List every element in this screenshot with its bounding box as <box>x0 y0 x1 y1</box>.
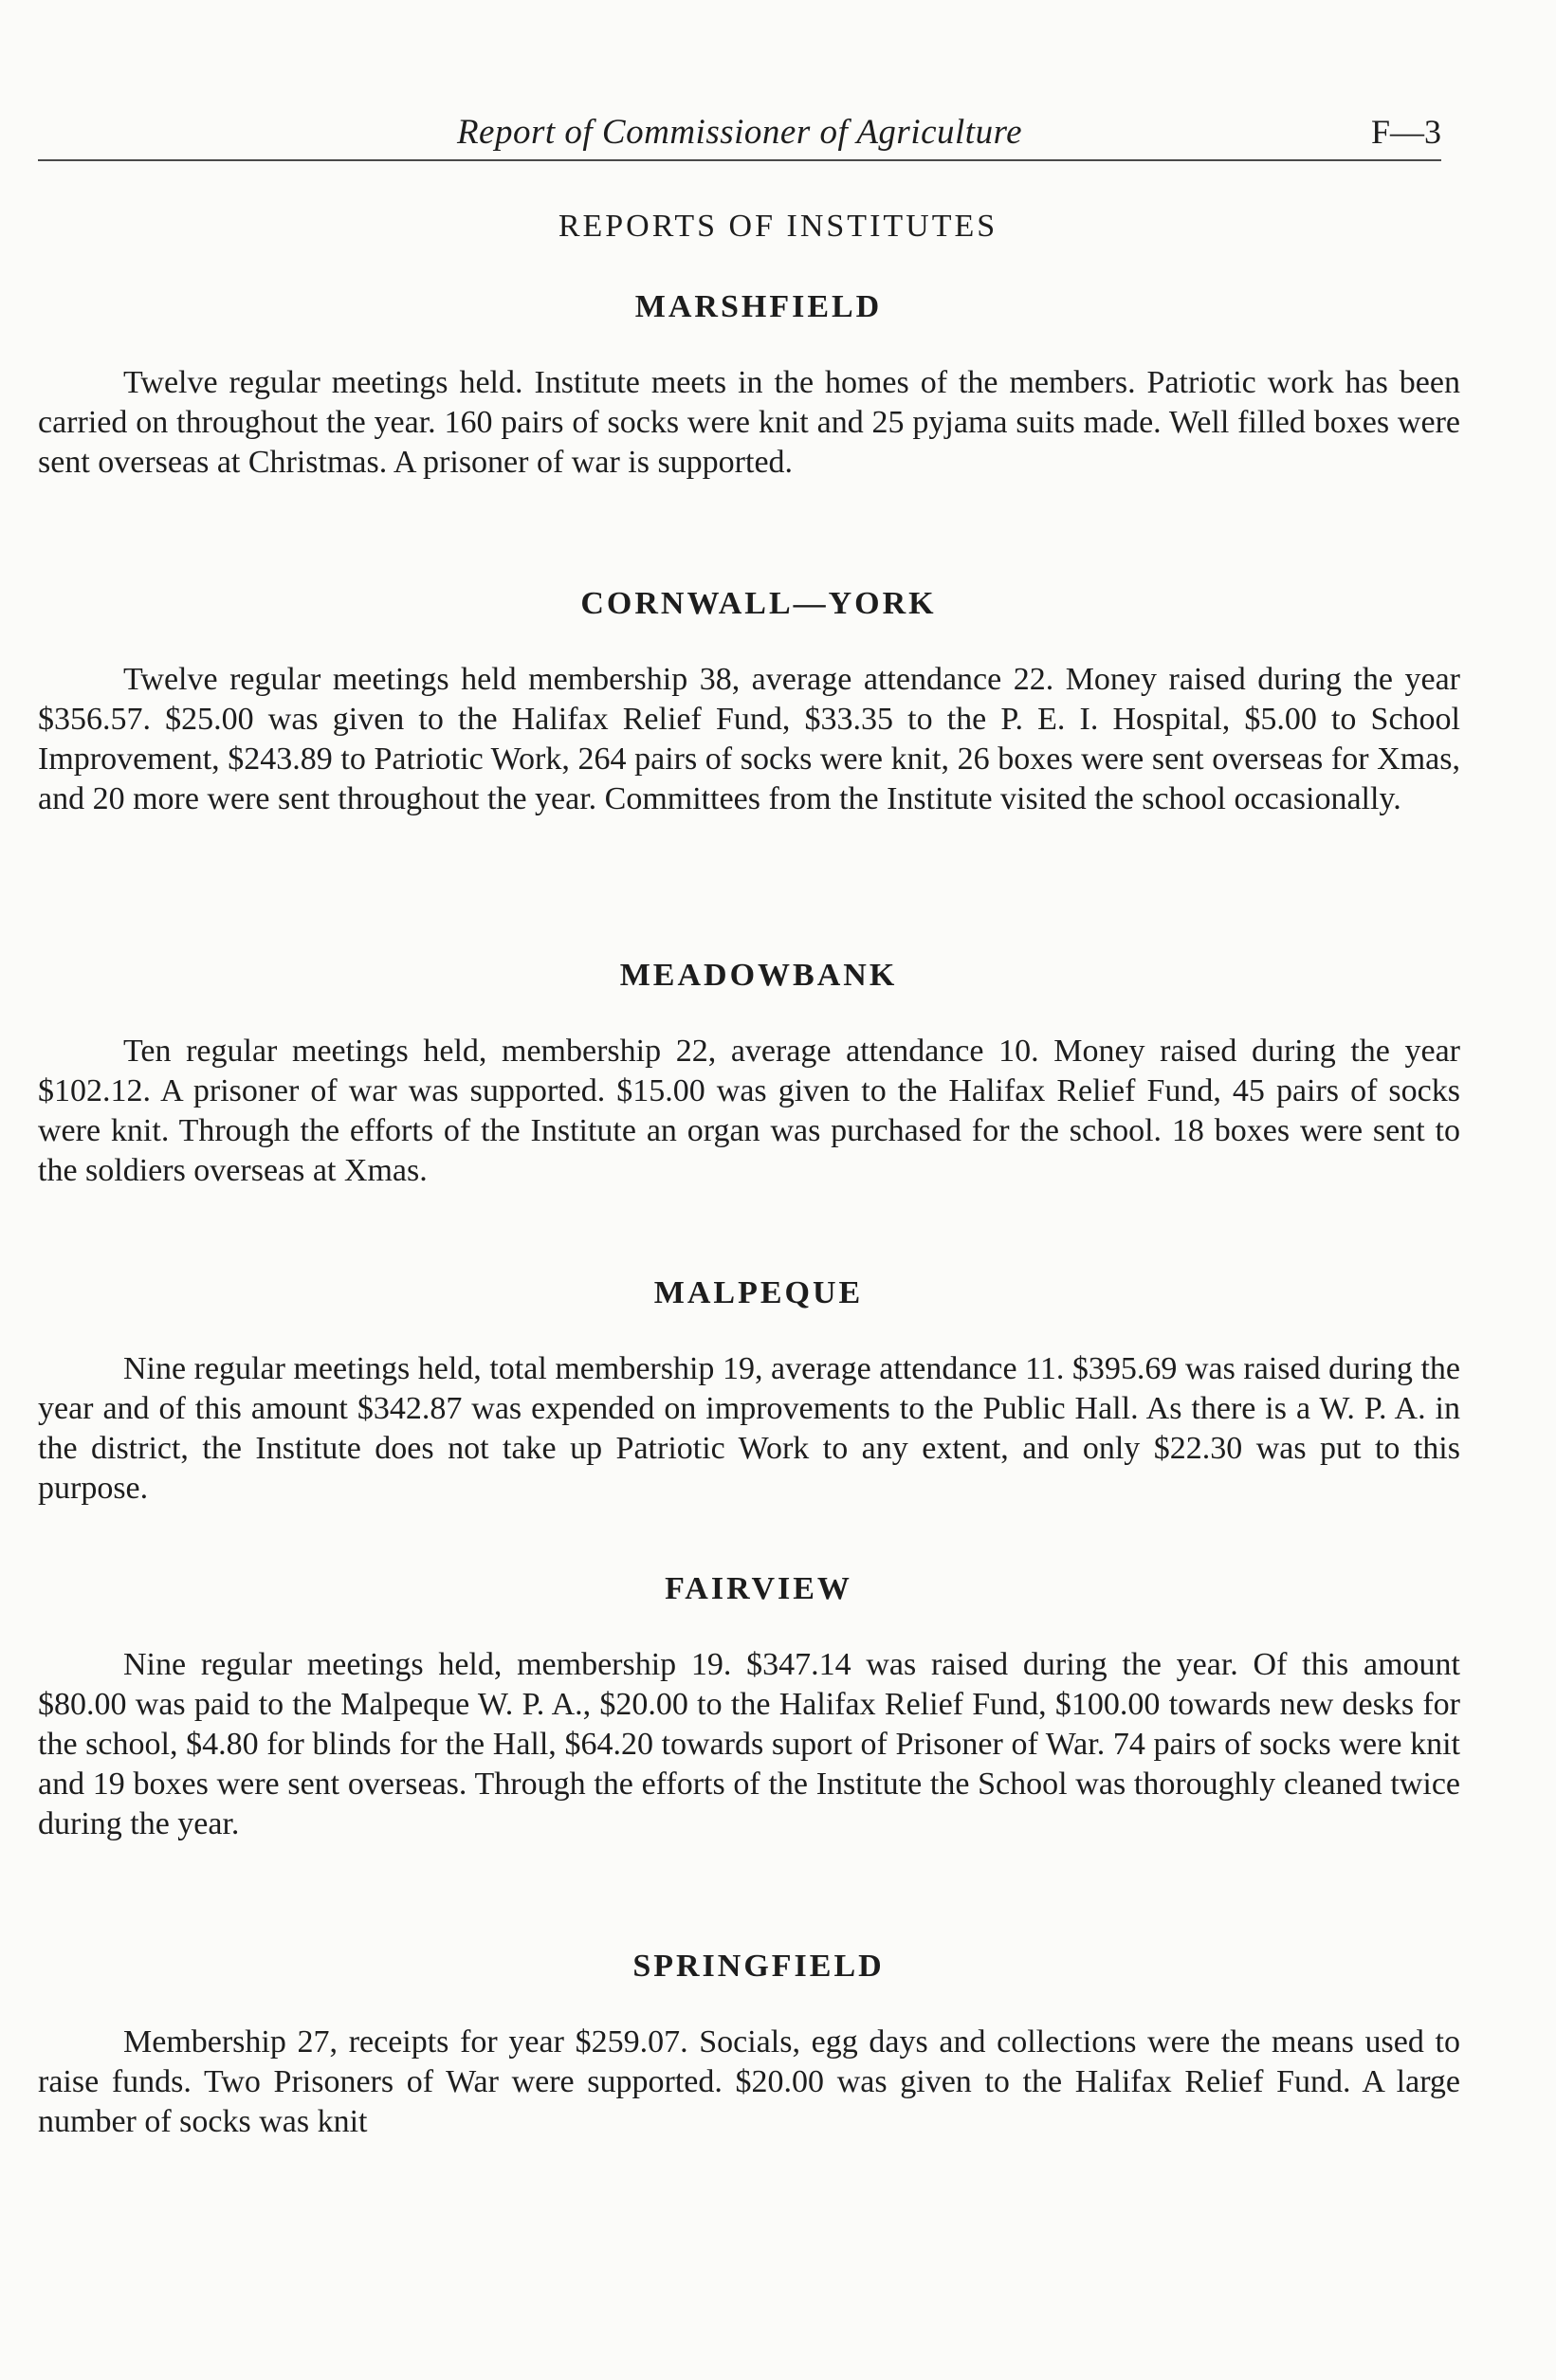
running-title: Report of Commissioner of Agriculture <box>456 113 1023 152</box>
section-body: Twelve regular meetings held membership 38, average attendance 22. Money raised during the year $356.57. $25.00 was given to the Halifax Relief Fund, $33.35 to the P. E. I. Hospital, $5.00 to School Improvement, $243.89 to Patriotic Work, 264 pairs of socks were knit, 26 boxes were sent overseas for Xmas, and 20 more were sent throughout the year. Committees from the Institute visited the school occasionally. <box>38 662 1460 816</box>
section-marshfield <box>38 289 1460 483</box>
section-cornwall-york <box>38 586 1460 819</box>
section-springfield <box>38 1949 1460 2142</box>
section-meadowbank <box>38 958 1460 1191</box>
section-malpeque <box>38 1275 1460 1509</box>
section-body: Nine regular meetings held, total membership 19, average attendance 11. $395.69 was raised during the year and of this amount $342.87 was expended on improvements to the Public Hall. As there is a W. P. A. in the district, the Institute does not take up Patriotic Work to any extent, and only $22.30 was put to this purpose. <box>38 1351 1460 1506</box>
section-body: Ten regular meetings held, membership 22, average attendance 10. Money raised during the year $102.12. A prisoner of war was supported. $15.00 was given to the Halifax Relief Fund, 45 pairs of socks were knit. Through the efforts of the Institute an organ was purchased for the school. 18 boxes were sent to the soldiers overseas at Xmas. <box>38 1034 1460 1188</box>
page-number: F—3 <box>1370 113 1441 151</box>
section-body: Twelve regular meetings held. Institute meets in the homes of the members. Patriotic work has been carried on throughout the year. 160 pairs of socks were knit and 25 pyjama suits made. Well filled boxes were sent overseas at Christmas. A prisoner of war is supported. <box>38 365 1460 480</box>
section-heading: MARSHFIELD <box>634 289 883 324</box>
section-heading: SPRINGFIELD <box>632 1949 885 1984</box>
section-heading: MALPEQUE <box>653 1275 864 1310</box>
running-header <box>38 102 1441 161</box>
section-body: Nine regular meetings held, membership 19. $347.14 was raised during the year. Of this amount $80.00 was paid to the Malpeque W. P. A., $20.00 to the Halifax Relief Fund, $100.00 towards new desks for the school, $4.80 for blinds for the Hall, $64.20 towards suport of Prisoner of War. 74 pairs of socks were knit and 19 boxes were sent overseas. Through the efforts of the Institute the School was thoroughly cleaned twice during the year. <box>38 1647 1460 1841</box>
section-heading: CORNWALL—YORK <box>580 586 937 621</box>
section-heading: MEADOWBANK <box>619 958 898 993</box>
section-heading: FAIRVIEW <box>665 1571 852 1606</box>
section-fairview <box>38 1571 1460 1844</box>
section-body: Membership 27, receipts for year $259.07. Socials, egg days and collections were the means used to raise funds. Two Prisoners of War were supported. $20.00 was given to the Halifax Relief Fund. A large number of socks was knit <box>38 2024 1460 2139</box>
main-heading: REPORTS OF INSTITUTES <box>558 209 998 244</box>
